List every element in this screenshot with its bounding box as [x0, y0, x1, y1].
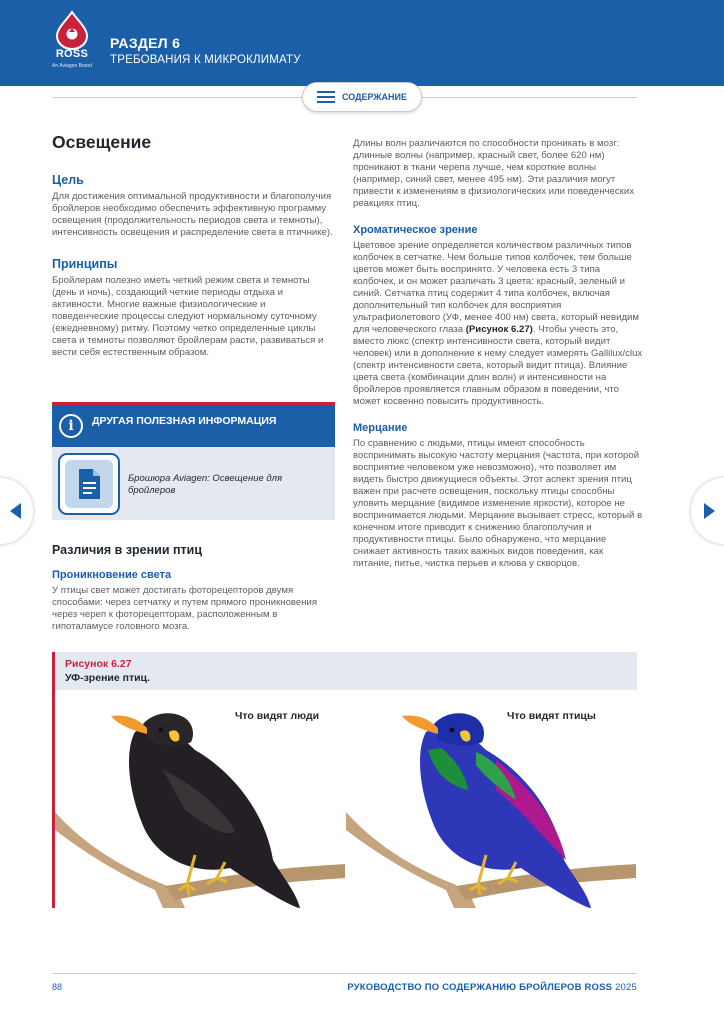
next-page-button[interactable] [691, 478, 724, 544]
figure-number: Рисунок 6.27 [65, 658, 132, 670]
penetration-heading: Проникновение света [52, 569, 172, 581]
info-icon: i [59, 414, 83, 438]
wavelength-text: Длины волн различаются по способности проникать в мозг: длинные волны (например, красный свет, более 620 нм) проникают в ткани черепа лучше, чем короткие волны (например, синий свет, менее 495 нм). Эти различия могут привести к изменениям в физиологических или поведенческих реакциях птиц. [353, 138, 635, 209]
info-box [52, 402, 335, 520]
vision-heading: Различия в зрении птиц [52, 543, 203, 557]
chromatic-text-part: . Чтобы учесть это, вместо люкс (спектр интенсивности света, который видит человек) или в дополнение к нему следует измерять Gallilux/clux (спектр интенсивности света, который видит птица). Влияние цвета света (комбинации длин волн) и интенсивности на бройлеров проявляется главным образом в поведении, что может косвенно повысить продуктивность. [353, 324, 643, 407]
chromatic-heading: Хроматическое зрение [353, 224, 478, 236]
flicker-text: По сравнению с людьми, птицы имеют способность воспринимать высокую частоту мерцания (частота, при которой восприятие человеком уже невозможно), что позволяет им видеть быстро движущиеся объекты. Этот аспект зрения птиц важен при расчете освещения, поскольку птицы способны уловить мерцание (видимое изменение яркости), которое не воспринимается людьми. Мерцание вызывает стресс, который в конечном итоге приводит к снижению благополучия и продуктивности птицы. Было обнаружено, что мерцание снижает активность таких важных видов поведения, как питание, питье, чистка перьев и клюва у скворцов. [353, 438, 643, 569]
brochure-tile-background [65, 460, 113, 508]
info-box-header [52, 405, 335, 447]
divider [422, 97, 637, 98]
section-subtitle: ТРЕБОВАНИЯ К МИКРОКЛИМАТУ [110, 54, 301, 66]
flicker-heading: Мерцание [353, 422, 408, 434]
brochure-link[interactable] [58, 453, 120, 515]
human-view-label: Что видят люди [235, 710, 320, 722]
arrow-left-icon [10, 503, 21, 519]
logo-subtext: An Aviagen Brand [52, 63, 92, 69]
ross-logo[interactable] [47, 10, 97, 80]
principles-text: Бройлерам полезно иметь четкий режим света и темноты (день и ночь), создающий четкие периоды отдыха и активности. Многие важные физиологические и поведенческие процессы следуют нормальному суточному (ежедневному) ритму. Поэтому четко определенные циклы света и темноты позволяют бройлерам расти, развиваться и вести себя естественным образом. [52, 275, 324, 358]
chromatic-text [353, 240, 643, 408]
goal-heading: Цель [52, 173, 84, 187]
principles-heading: Принципы [52, 257, 118, 271]
toc-label: СОДЕРЖАНИЕ [341, 92, 408, 102]
footer-year: 2025 [615, 982, 637, 993]
figure-6-27 [52, 652, 637, 908]
right-column [353, 138, 643, 570]
goal-text: Для достижения оптимальной продуктивности и благополучия бройлеров необходимо обеспечить эффективную программу освещения (продолжительность периодов света и темноты), интенсивность освещения и распределение света в птичнике). [52, 191, 333, 238]
logo-drop-icon [47, 10, 97, 50]
vision-section [52, 543, 335, 633]
section-title: РАЗДЕЛ 6 [110, 35, 181, 51]
figure-caption: УФ-зрение птиц. [65, 672, 150, 684]
bird-uv-view-image [346, 690, 637, 908]
footer-title-text: РУКОВОДСТВО ПО СОДЕРЖАНИЮ БРОЙЛЕРОВ ROSS [347, 982, 613, 993]
page-title: Освещение [52, 132, 152, 152]
page-number: 88 [52, 982, 63, 992]
document-icon [65, 460, 113, 508]
bird-human-view-image [55, 690, 346, 908]
penetration-text: У птицы свет может достигать фоторецепторов двумя способами: через сетчатку и путем прямого проникновения через череп к фоторецепторам, расположенным в гипоталамусе головного мозга. [52, 585, 318, 632]
footer-divider [52, 973, 637, 974]
footer-title [347, 982, 637, 993]
prev-page-button[interactable] [0, 478, 33, 544]
chromatic-text-part: Цветовое зрение определяется количеством различных типов колбочек в сетчатке. Чем больше типов колбочек, тем больше цветов может быть воспринято. У человека есть 3 типа колбочек, и он может различать 3 цвета: красный, зеленый и синий. Сетчатка птиц содержит 4 типа колбочек, включая дополнительный тип колбочек для восприятия ультрафиолетового (УФ, менее 400 нм) света, который невидим для человеческого глаза [353, 240, 640, 335]
logo-text: ROSS [55, 48, 89, 60]
left-column [52, 132, 335, 359]
brochure-text[interactable]: Брошюра Aviagen: Освещение для бройлеров [128, 473, 283, 496]
figure-reference[interactable]: (Рисунок 6.27) [465, 324, 533, 335]
bird-view-label: Что видят птицы [507, 710, 596, 722]
figure-caption-bar [52, 652, 637, 690]
info-box-title: ДРУГАЯ ПОЛЕЗНАЯ ИНФОРМАЦИЯ [92, 415, 277, 427]
toc-button[interactable] [302, 82, 422, 112]
divider [52, 97, 302, 98]
arrow-right-icon [704, 503, 715, 519]
page-header [0, 0, 724, 86]
menu-icon [317, 91, 335, 103]
